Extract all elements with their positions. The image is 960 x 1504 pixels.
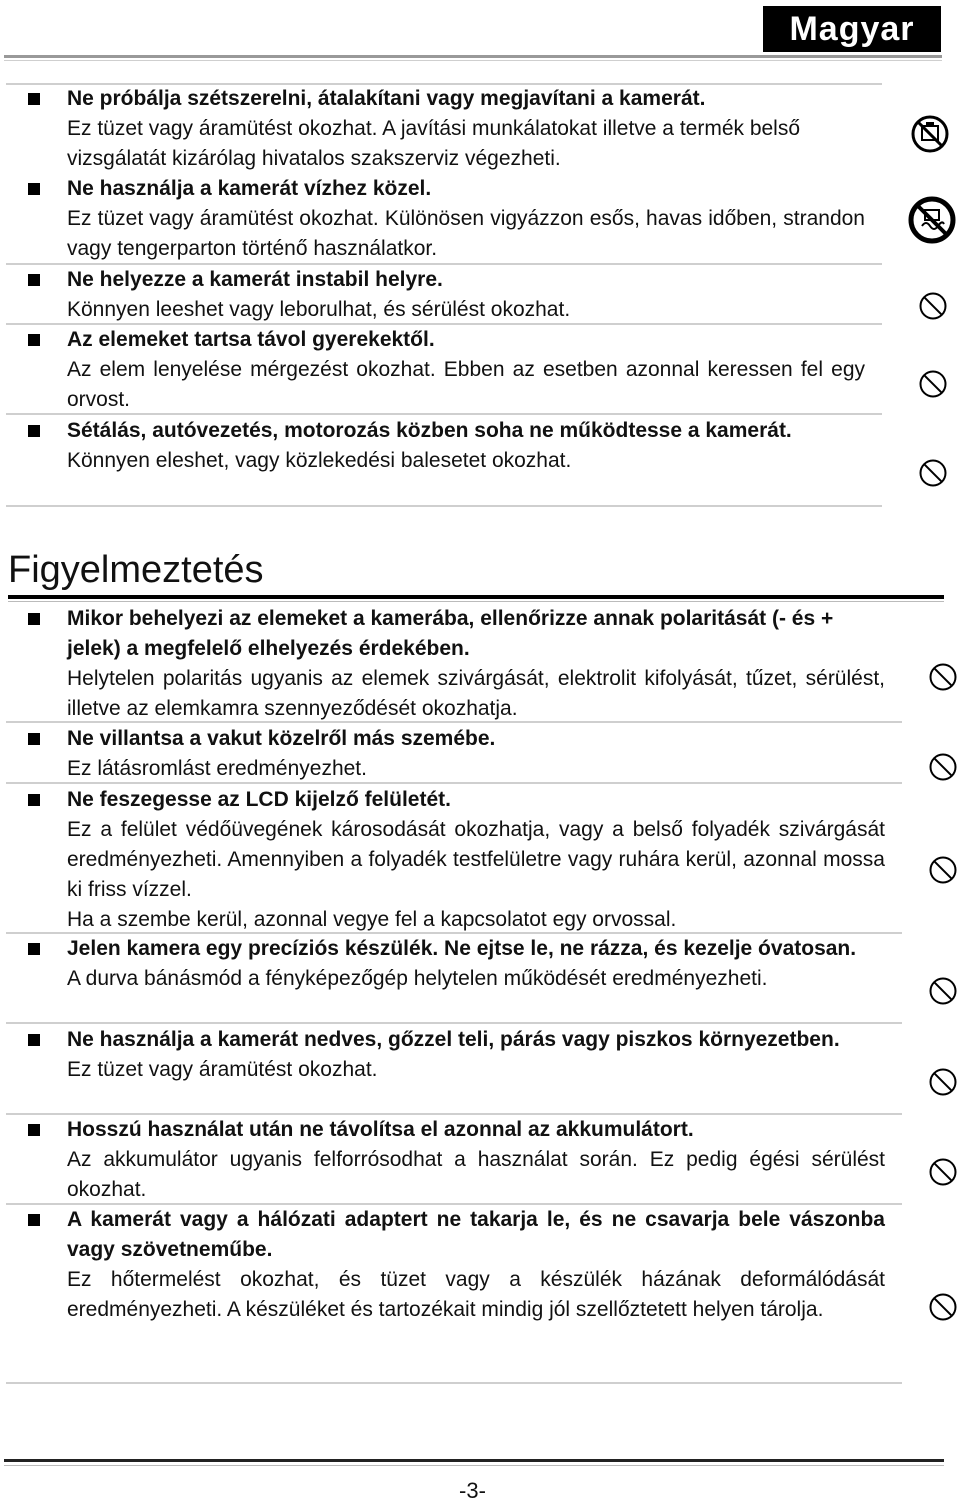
item-text	[67, 785, 885, 935]
separator	[6, 782, 902, 784]
bullet-icon	[28, 733, 40, 745]
item-title: Ne feszegesse az LCD kijelző felületét.	[67, 788, 451, 811]
bullet-icon	[28, 1034, 40, 1046]
item-body: Ez a felület védőüvegének károsodását okozhatja, vagy a belső folyadék szivárgását eredményezheti. Amennyiben a folyadék testfelületre vagy ruhára kerül, azonnal mossa ki friss vízzel.	[67, 818, 885, 901]
prohibition-icon	[928, 662, 958, 692]
page-number: -3-	[459, 1478, 486, 1503]
item-body: Ez tüzet vagy áramütést okozhat. Különösen vigyázzon esős, havas időben, strandon vagy tengerparton történő használatkor.	[67, 207, 865, 260]
bullet-icon	[28, 794, 40, 806]
item-text	[67, 1205, 885, 1325]
prohibition-icon	[928, 855, 958, 885]
separator	[6, 1022, 902, 1024]
item-body: Ez tüzet vagy áramütést okozhat.	[67, 1058, 378, 1081]
item-body: A durva bánásmód a fényképezőgép helytelen működését eredményezheti.	[67, 967, 768, 990]
item-title: Ne használja a kamerát nedves, gőzzel teli, párás vagy piszkos környezetben.	[67, 1028, 840, 1051]
item-title: Ne villantsa a vakut közelről más szemébe.	[67, 727, 496, 750]
prohibition-icon	[928, 976, 958, 1006]
item-title: Mikor behelyezi az elemeket a kamerába, ellenőrizze annak polaritását (- és + jelek) a megfelelő elhelyezés érdekében.	[67, 607, 834, 660]
item-title: Sétálás, autóvezetés, motorozás közben soha ne működtesse a kamerát.	[67, 419, 792, 442]
prohibition-icon	[928, 1292, 958, 1322]
item-text	[67, 934, 885, 994]
item-body: Ha a szembe kerül, azonnal vegye fel a kapcsolatot egy orvossal.	[67, 908, 677, 931]
separator	[6, 721, 902, 723]
language-tab: Magyar	[763, 6, 941, 52]
item-text	[67, 724, 885, 784]
item-body: Az akkumulátor ugyanis felforrósodhat a használat során. Ez pedig égési sérülést okozhat.	[67, 1148, 885, 1201]
item-body: Könnyen eleshet, vagy közlekedési balesetet okozhat.	[67, 449, 572, 472]
item-body: Ez látásromlást eredményezhet.	[67, 757, 367, 780]
bullet-icon	[28, 943, 40, 955]
item-title: Ne helyezze a kamerát instabil helyre.	[67, 268, 443, 291]
item-body: Ez tüzet vagy áramütést okozhat. A javítási munkálatokat illetve a termék belső vizsgálatát kizárólag hivatalos szakszerviz végezheti.	[67, 117, 801, 170]
footer-rule	[4, 1459, 944, 1462]
item-body: Az elem lenyelése mérgezést okozhat. Ebben az esetben azonnal keressen fel egy orvost.	[67, 358, 865, 411]
item-body: Helytelen polaritás ugyanis az elemek szivárgását, elektrolit kifolyását, tűzet, sérülést, illetve az elemkamra szennyeződését okozhatja.	[67, 667, 885, 720]
item-text	[67, 604, 885, 724]
item-title: Az elemeket tartsa távol gyerekektől.	[67, 328, 435, 351]
prohibition-icon	[928, 1157, 958, 1187]
item-text	[67, 1025, 885, 1085]
prohibition-icon	[928, 1067, 958, 1097]
item-title: Ne próbálja szétszerelni, átalakítani vagy megjavítani a kamerát.	[67, 87, 706, 110]
bullet-icon	[28, 613, 40, 625]
item-text	[67, 1115, 885, 1205]
bullet-icon	[28, 1214, 40, 1226]
item-body: Ez hőtermelést okozhat, és tüzet vagy a készülék házának deformálódását eredményezheti. A készüléket és tartozékait mindig jól szellőztetett helyen tárolja.	[67, 1268, 885, 1321]
item-title: Hosszú használat után ne távolítsa el azonnal az akkumulátort.	[67, 1118, 694, 1141]
item-title: Ne használja a kamerát vízhez közel.	[67, 177, 432, 200]
section-heading: Figyelmeztetés	[8, 549, 264, 591]
bullet-icon	[28, 1124, 40, 1136]
prohibition-icon	[928, 752, 958, 782]
separator	[6, 1382, 902, 1384]
item-title: A kamerát vagy a hálózati adaptert ne takarja le, és ne csavarja bele vászonba vagy szövetneműbe.	[67, 1208, 885, 1261]
item-title: Jelen kamera egy precíziós készülék. Ne ejtse le, ne rázza, és kezelje óvatosan.	[67, 937, 857, 960]
item-body: Könnyen leeshet vagy leborulhat, és sérülést okozhat.	[67, 298, 571, 321]
footer-rule-secondary	[4, 1465, 944, 1466]
